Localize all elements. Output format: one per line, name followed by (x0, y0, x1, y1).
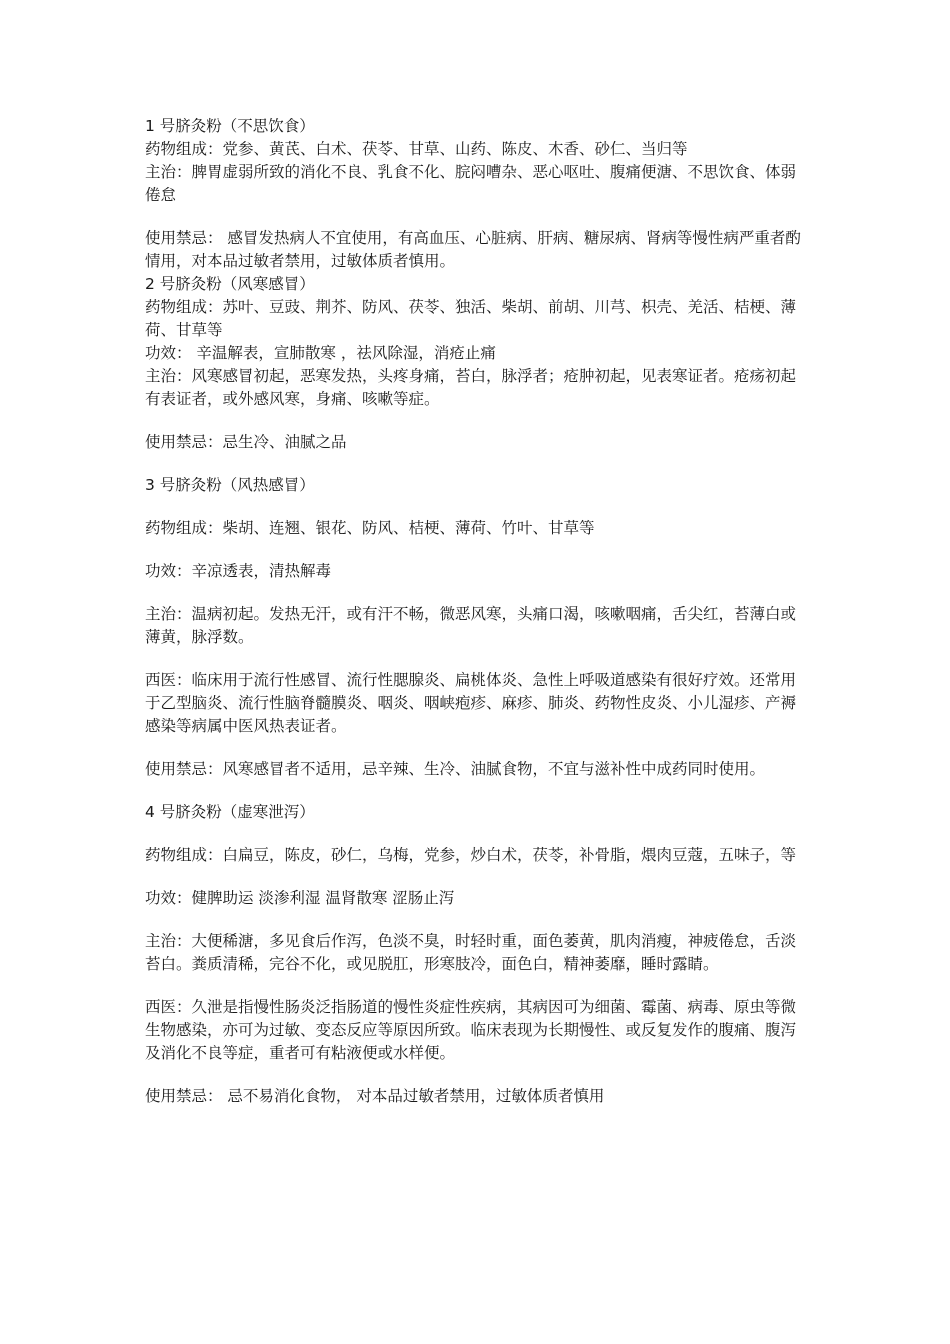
section-3-contraindication: 使用禁忌：风寒感冒者不适用，忌辛辣、生冷、油腻食物，不宜与滋补性中成药同时使用。 (145, 760, 766, 778)
section-3-title: 3 号脐灸粉（风热感冒） (145, 476, 315, 494)
section-3 (145, 474, 810, 781)
section-4 (145, 801, 810, 1108)
section-2-composition: 药物组成：苏叶、豆豉、荆芥、防风、茯苓、独活、柴胡、前胡、川芎、枳壳、羌活、桔梗、薄荷、甘草等 (145, 298, 797, 339)
section-4-title: 4 号脐灸粉（虚寒泄泻） (145, 803, 315, 821)
document-body (145, 115, 810, 1108)
section-1-contraindication: 使用禁忌： 感冒发热病人不宜使用，有高血压、心脏病、肝病、糖尿病、肾病等慢性病严重者酌情用，对本品过敏者禁用，过敏体质者慎用。 (145, 229, 801, 270)
section-4-indication: 主治：大便稀溏，多见食后作泻，色淡不臭，时轻时重，面色萎黄，肌肉消瘦，神疲倦怠，舌淡苔白。粪质清稀，完谷不化，或见脱肛，形寒肢冷，面色白，精神萎靡，睡时露睛。 (145, 932, 797, 973)
section-1-indication: 主治：脾胃虚弱所致的消化不良、乳食不化、脘闷嘈杂、恶心呕吐、腹痛便溏、不思饮食、体弱倦怠 (145, 163, 797, 204)
section-2-contraindication: 使用禁忌：忌生冷、油腻之品 (145, 433, 347, 451)
section-3-indication: 主治：温病初起。发热无汗，或有汗不畅，微恶风寒，头痛口渴，咳嗽咽痛，舌尖红，苔薄白或薄黄，脉浮数。 (145, 605, 797, 646)
section-1-composition: 药物组成：党参、黄芪、白术、茯苓、甘草、山药、陈皮、木香、砂仁、当归等 (145, 140, 688, 158)
section-2-title: 2 号脐灸粉（风寒感冒） (145, 275, 315, 293)
section-3-western: 西医：临床用于流行性感冒、流行性腮腺炎、扁桃体炎、急性上呼吸道感染有很好疗效。还常用于乙型脑炎、流行性脑脊髓膜炎、咽炎、咽峡疱疹、麻疹、肺炎、药物性皮炎、小儿湿疹、产褥感染等病属中医风热表证者。 (145, 671, 797, 735)
section-4-contraindication: 使用禁忌： 忌不易消化食物， 对本品过敏者禁用，过敏体质者慎用 (145, 1087, 605, 1105)
section-2-indication: 主治：风寒感冒初起，恶寒发热，头疼身痛，苔白，脉浮者；疮肿初起，见表寒证者。疮疡初起有表证者，或外感风寒，身痛、咳嗽等症。 (145, 367, 797, 408)
section-4-western: 西医：久泄是指慢性肠炎泛指肠道的慢性炎症性疾病，其病因可为细菌、霉菌、病毒、原虫等微生物感染，亦可为过敏、变态反应等原因所致。临床表现为长期慢性、或反复发作的腹痛、腹泻及消化不良等症，重者可有粘液便或水样便。 (145, 998, 797, 1062)
section-4-effect: 功效：健脾助运 淡渗利湿 温肾散寒 涩肠止泻 (145, 889, 455, 907)
section-1 (145, 115, 810, 273)
section-4-composition: 药物组成：白扁豆，陈皮，砂仁，乌梅，党参，炒白术，茯苓，补骨脂，煨肉豆蔻，五味子，等 (145, 846, 797, 864)
section-1-title: 1 号脐灸粉（不思饮食） (145, 117, 315, 135)
section-3-composition: 药物组成：柴胡、连翘、银花、防风、桔梗、薄荷、竹叶、甘草等 (145, 519, 595, 537)
section-2 (145, 273, 810, 454)
section-3-effect: 功效：辛凉透表，清热解毒 (145, 562, 332, 580)
section-2-effect: 功效： 辛温解表，宣肺散寒 ，祛风除湿，消疮止痛 (145, 344, 496, 362)
